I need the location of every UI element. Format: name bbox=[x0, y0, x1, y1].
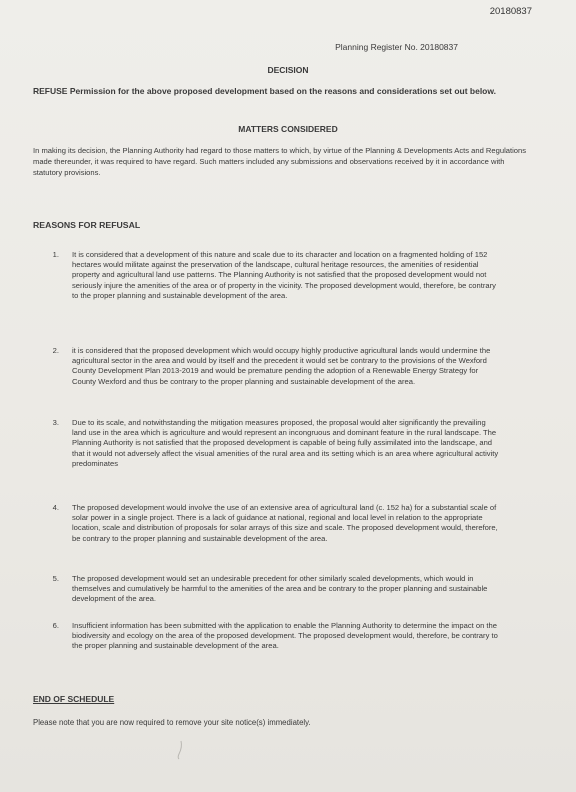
reason-item-2 bbox=[33, 346, 543, 387]
reason-text: It is considered that a development of this nature and scale due to its character and location on a fragmented holding of 152 hectares would militate against the preservation of the landscape, cultural heritage resources, the amenities of residential property and agricultural land use patterns. The Planning Authority is not satisfied that the proposed development would not seriously injure the amenities of the area or of property in the vicinity. The proposed development would, therefore, be contrary to the proper planning and sustainable development of the area. bbox=[72, 250, 496, 300]
planning-register-number: Planning Register No. 20180837 bbox=[335, 42, 458, 52]
reason-item-1 bbox=[33, 250, 543, 301]
reason-number: 6. bbox=[52, 621, 59, 630]
reason-number: 2. bbox=[52, 346, 59, 355]
reason-number: 5. bbox=[52, 574, 59, 583]
reason-item-3 bbox=[33, 418, 543, 469]
end-of-schedule-heading: END OF SCHEDULE bbox=[33, 694, 115, 704]
pen-mark bbox=[176, 740, 184, 760]
reason-number: 1. bbox=[52, 250, 59, 259]
reasons-for-refusal-heading: REASONS FOR REFUSAL bbox=[33, 220, 141, 230]
reference-number: 20180837 bbox=[489, 6, 532, 17]
reason-number: 4. bbox=[52, 503, 59, 512]
reason-text: The proposed development would set an undesirable precedent for other similarly scaled developments, which would in themselves and cumulatively be harmful to the amenities of the area and be contrary to the proper planning and sustainable development of the area. bbox=[72, 574, 488, 604]
reason-text: it is considered that the proposed development which would occupy highly productive agricultural lands would undermine the agricultural sector in the area and would by itself and the precedent it would set be contrary to the provisions of the Wexford County Development Plan 2013-2019 and would be premature pending the adoption of a Renewable Energy Strategy for County Wexford and thus be contrary to the proper planning and sustainable development of the area. bbox=[72, 346, 491, 386]
reason-item-4 bbox=[33, 503, 543, 544]
decision-heading: DECISION bbox=[267, 65, 309, 75]
reason-text: The proposed development would involve the use of an extensive area of agricultural land (c. 152 ha) for a substantial scale of solar power in a single project. There is a lack of guidance at national, regional and local level in relation to the appropriate location, scale and distribution of proposals for solar arrays of this size and scale. The proposed development would, therefore, be contrary to the proper planning and sustainable development of the area. bbox=[72, 503, 498, 543]
decision-statement: REFUSE Permission for the above proposed development based on the reasons and considerations set out below. bbox=[33, 86, 497, 96]
matters-considered-text: In making its decision, the Planning Authority had regard to those matters to which, by virtue of the Planning & Developments Acts and Regulations made thereunder, it was required to have regard. Such matters included any submissions and observations received by it in accordance with statutory provisions. bbox=[33, 146, 527, 177]
reason-text: Insufficient information has been submitted with the application to enable the Planning Authority to determine the impact on the biodiversity and ecology on the area of the proposed development. The proposed development would, therefore, be contrary to the proper planning and sustainable development of the area. bbox=[72, 621, 498, 651]
matters-considered-heading: MATTERS CONSIDERED bbox=[238, 124, 338, 134]
reason-item-6 bbox=[33, 621, 543, 652]
reason-item-5 bbox=[33, 574, 543, 605]
reason-number: 3. bbox=[52, 418, 59, 427]
site-notice-note: Please note that you are now required to remove your site notice(s) immediately. bbox=[33, 718, 311, 727]
reason-text: Due to its scale, and notwithstanding the mitigation measures proposed, the proposal would alter significantly the prevailing land use in the area which is agriculture and would represent an incongruous and dominant feature in the rural landscape. The Planning Authority is not satisfied that the proposed development is capable of being fully assimilated into the landscape, and that it would not adversely affect the visual amenities of the rural area and its setting which is an area where agricultural activity predominates bbox=[72, 418, 499, 468]
